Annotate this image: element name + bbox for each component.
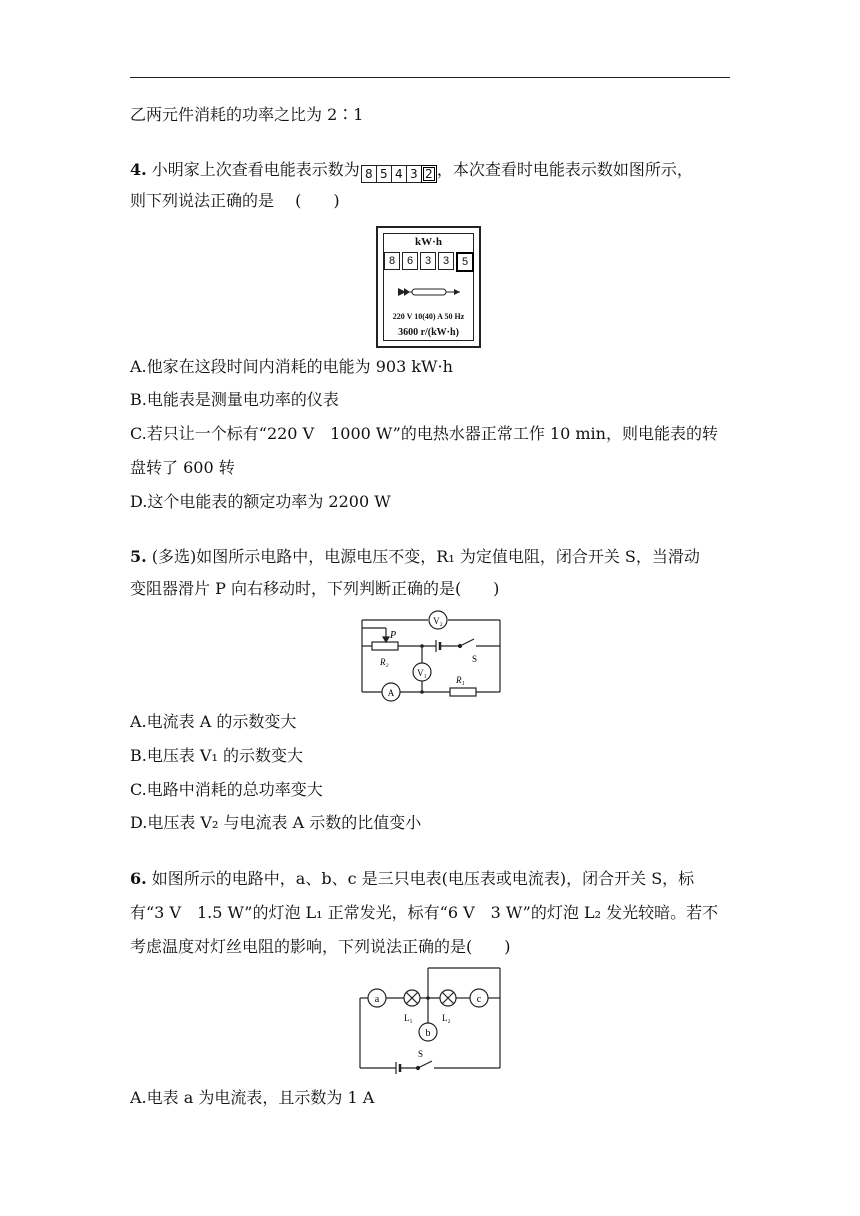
l1-label: L₁	[404, 1013, 413, 1023]
digit: 6	[402, 252, 418, 270]
r1-label: R₁	[456, 675, 465, 685]
s-label: S	[472, 654, 478, 664]
q4-stem-line1	[130, 159, 693, 183]
q5-option-d: D.电压表 V₂ 与电流表 A 示数的比值变小	[130, 813, 422, 832]
q6-stem-line2: 有“3 V 1.5 W”的灯泡 L₁ 正常发光，标有“6 V 3 W”的灯泡 L₂ 发光较暗。若不	[130, 903, 719, 922]
p-label: P	[390, 630, 397, 641]
r2-label: R₂	[380, 657, 389, 667]
q6-circuit-diagram	[352, 962, 507, 1074]
digit: 3	[438, 252, 454, 270]
prev-meter-reading	[361, 165, 436, 183]
q6-number: 6.	[130, 869, 147, 888]
meter-digits	[384, 252, 476, 272]
q5-option-c: C.电路中消耗的总功率变大	[130, 780, 323, 799]
q5-circuit-diagram	[350, 606, 510, 706]
meter-disc-icon	[396, 286, 462, 298]
q5-option-a: A.电流表 A 的示数变大	[130, 712, 297, 731]
digit: 2	[421, 165, 437, 183]
q4-text-before: 小明家上次查看电能表示数为	[151, 160, 360, 179]
l2-label: L₂	[442, 1013, 451, 1023]
s-label: S	[418, 1049, 424, 1059]
v2-label: V₂	[433, 616, 443, 626]
q6-stem-line1	[130, 868, 694, 890]
q4-option-c-cont: 盘转了 600 转	[130, 458, 235, 477]
meter-unit: kW·h	[415, 236, 442, 248]
digit: 5	[376, 165, 392, 183]
q4-option-b: B.电能表是测量电功率的仪表	[130, 390, 339, 409]
a-label: A	[387, 688, 395, 698]
meter-a-label: a	[374, 994, 380, 1005]
q5-number: 5.	[130, 547, 147, 566]
electric-meter-figure	[376, 226, 481, 348]
q5-text: (多选)如图所示电路中，电源电压不变，R₁ 为定值电阻，闭合开关 S，当滑动	[151, 547, 700, 566]
digit: 5	[456, 252, 474, 272]
q4-option-d: D.这个电能表的额定功率为 2200 W	[130, 492, 391, 511]
meter-b-label: b	[425, 1028, 431, 1039]
q4-text-after: ，本次查看时电能表示数如图所示，	[436, 160, 693, 179]
q6-stem-line3: 考虑温度对灯丝电阻的影响，下列说法正确的是( )	[130, 937, 511, 956]
q5-stem-line1	[130, 546, 700, 568]
q6-text: 如图所示的电路中，a、b、c 是三只电表(电压表或电流表)，闭合开关 S，标	[151, 869, 695, 888]
digit: 3	[420, 252, 436, 270]
q5-stem-line2: 变阻器滑片 P 向右移动时，下列判断正确的是( )	[130, 579, 500, 598]
digit: 8	[361, 165, 377, 183]
q4-stem-line2: 则下列说法正确的是 ( )	[130, 191, 340, 210]
digit: 8	[384, 252, 400, 270]
meter-c-label: c	[476, 994, 482, 1005]
v1-label: V₁	[417, 668, 427, 678]
q4-option-c: C.若只让一个标有“220 V 1000 W”的电热水器正常工作 10 min，则电能表的转	[130, 424, 718, 443]
q4-option-a: A.他家在这段时间内消耗的电能为 903 kW·h	[130, 357, 453, 376]
header-rule	[130, 77, 730, 78]
q5-option-b: B.电压表 V₁ 的示数变大	[130, 746, 303, 765]
continued-text: 乙两元件消耗的功率之比为 2∶1	[130, 105, 364, 124]
meter-spec2: 3600 r/(kW·h)	[398, 327, 459, 338]
q6-option-a: A.电表 a 为电流表，且示数为 1 A	[130, 1088, 375, 1107]
digit: 3	[406, 165, 422, 183]
q4-number: 4.	[130, 160, 147, 179]
meter-spec1: 220 V 10(40) A 50 Hz	[392, 312, 465, 321]
digit: 4	[391, 165, 407, 183]
